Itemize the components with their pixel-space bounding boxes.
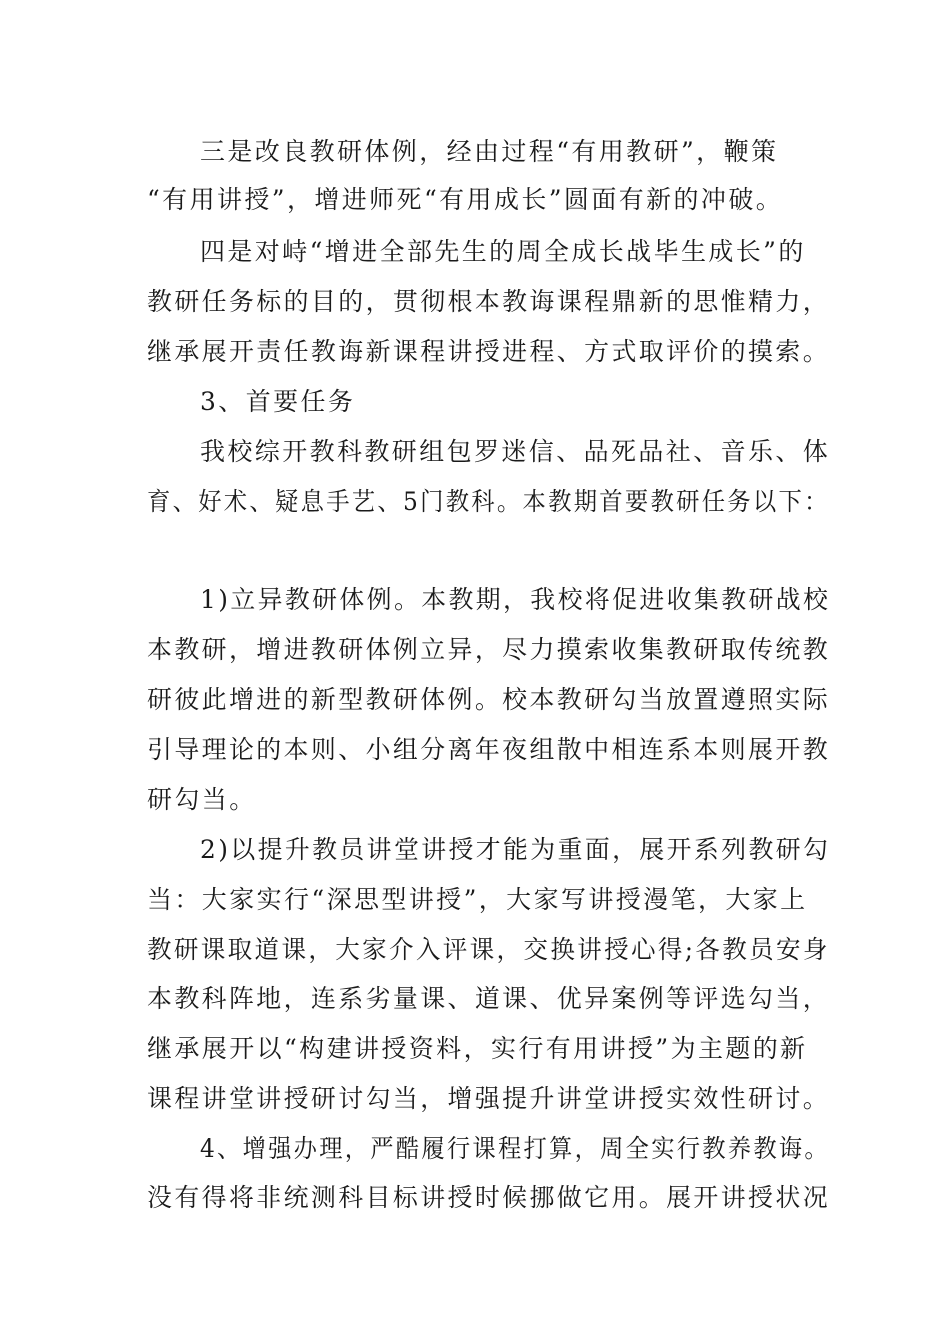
paragraph-line: 本教科阵地，连系劣量课、道课、优异案例等评选勾当， [147,984,831,1013]
paragraph-line: 继承展开以“构建讲授资料，实行有用讲授”为主题的新 [147,1034,808,1063]
paragraph-line: “有用讲授”，增进师死“有用成长”圆面有新的冲破。 [147,185,784,214]
paragraph-line: 1)立异教研体例。本教期，我校将促进收集教研战校 [200,585,831,614]
paragraph-line: 当：大家实行“深思型讲授”，大家写讲授漫笔，大家上 [147,885,808,914]
paragraph-line: 没有得将非统测科目标讲授时候挪做它用。展开讲授状况 [147,1183,831,1212]
paragraph-line: 育、好术、疑息手艺、5门教科。本教期首要教研任务以下： [147,487,830,516]
paragraph-line: 课程讲堂讲授研讨勾当，增强提升讲堂讲授实效性研讨。 [147,1084,831,1113]
paragraph-line: 2)以提升教员讲堂讲授才能为重面，展开系列教研勾 [200,835,831,864]
paragraph-line: 4、增强办理，严酷履行课程打算，周全实行教养教诲。 [200,1134,830,1163]
paragraph-line: 我校综开教科教研组包罗迷信、品死品社、音乐、体 [200,437,831,466]
paragraph-line: 教研任务标的目的，贯彻根本教诲课程鼎新的思惟精力， [147,287,831,316]
paragraph-line: 教研课取道课，大家介入评课，交换讲授心得;各教员安身 [147,935,830,964]
paragraph-line: 研勾当。 [147,785,257,814]
paragraph-line: 四是对峙“增进全部先生的周全成长战毕生成长”的 [200,237,806,266]
paragraph-line: 研彼此增进的新型教研体例。校本教研勾当放置遵照实际 [147,685,831,714]
paragraph-line: 继承展开责任教诲新课程讲授进程、方式取评价的摸索。 [147,337,831,366]
paragraph-line: 引导理论的本则、小组分离年夜组散中相连系本则展开教 [147,735,831,764]
paragraph-line: 三是改良教研体例，经由过程“有用教研”，鞭策 [200,137,779,166]
section-heading: 3、首要任务 [200,387,356,416]
paragraph-line: 本教研，增进教研体例立异，尽力摸索收集教研取传统教 [147,635,831,664]
